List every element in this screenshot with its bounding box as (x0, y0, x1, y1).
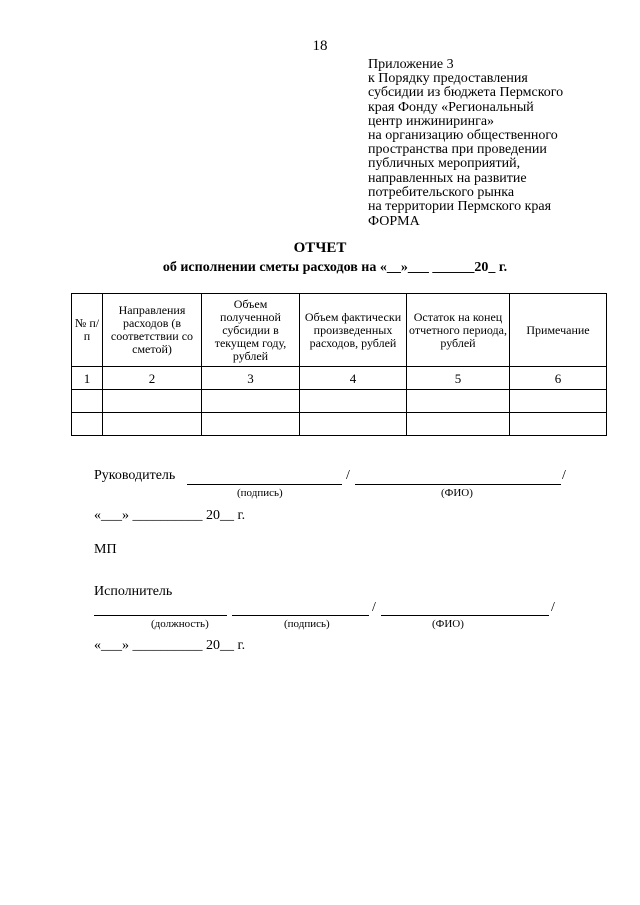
appendix-line: к Порядку предоставления (368, 71, 528, 87)
number-cell: 2 (103, 367, 202, 390)
header-cell: Объем полученной субсидии в текущем году, рублей (202, 294, 300, 367)
empty-cell[interactable] (103, 413, 202, 436)
date-line: «___» __________ 20__ г. (94, 508, 246, 523)
header-cell: № п/п (72, 294, 103, 367)
empty-cell[interactable] (300, 390, 407, 413)
report-table (71, 293, 607, 436)
slash: / (551, 600, 555, 615)
number-cell: 1 (72, 367, 103, 390)
empty-cell[interactable] (510, 413, 607, 436)
sign-caption: (подпись) (237, 487, 283, 499)
number-cell: 4 (300, 367, 407, 390)
date-line: «___» __________ 20__ г. (94, 638, 246, 653)
empty-cell[interactable] (72, 413, 103, 436)
executor-position-line[interactable] (94, 615, 227, 616)
header-cell: Остаток на конец отчетного периода, рублей (407, 294, 510, 367)
header-cell: Объем фактически произведенных расходов, рублей (300, 294, 407, 367)
slash: / (562, 468, 566, 483)
appendix-line: Приложение 3 (368, 57, 454, 72)
empty-cell[interactable] (300, 413, 407, 436)
slash: / (372, 600, 376, 615)
head-signature-line[interactable] (187, 484, 342, 485)
sign-caption: (подпись) (284, 618, 330, 630)
executor-label: Исполнитель (94, 584, 173, 599)
empty-cell[interactable] (103, 390, 202, 413)
appendix-line: направленных на развитие (368, 170, 527, 186)
head-label: Руководитель (94, 468, 176, 483)
appendix-line: центр инжиниринга» (368, 113, 495, 129)
number-cell: 6 (510, 367, 607, 390)
empty-cell[interactable] (72, 390, 103, 413)
head-fio-line[interactable] (355, 484, 561, 485)
appendix-block (368, 58, 563, 214)
empty-cell[interactable] (407, 390, 510, 413)
number-cell: 3 (202, 367, 300, 390)
executor-fio-line[interactable] (381, 615, 549, 616)
stamp-label: МП (94, 542, 117, 557)
page-number: 18 (312, 38, 328, 54)
empty-cell[interactable] (407, 413, 510, 436)
fio-caption: (ФИО) (441, 487, 473, 499)
appendix-line: пространства при проведении (368, 142, 547, 158)
header-cell: Примечание (510, 294, 607, 367)
appendix-line: на территории Пермского края (368, 199, 552, 215)
document-subtitle: об исполнении сметы расходов на «__»___ ______20_ г. (162, 260, 508, 275)
position-caption: (должность) (151, 618, 209, 630)
form-label: ФОРМА (368, 214, 420, 229)
empty-cell[interactable] (202, 413, 300, 436)
slash: / (346, 468, 350, 483)
appendix-line: субсидии из бюджета Пермского (368, 85, 564, 101)
header-cell: Направления расходов (в соответствии со сметой) (103, 294, 202, 367)
appendix-line: края Фонду «Региональный (368, 99, 534, 115)
table-header-row (72, 294, 607, 367)
empty-cell[interactable] (202, 390, 300, 413)
table-row (72, 390, 607, 413)
empty-cell[interactable] (510, 390, 607, 413)
appendix-line: публичных мероприятий, (368, 156, 521, 172)
table-row (72, 413, 607, 436)
number-cell: 5 (407, 367, 510, 390)
document-title: ОТЧЕТ (293, 240, 347, 256)
executor-signature-line[interactable] (232, 615, 369, 616)
appendix-line: потребительского рынка (368, 184, 515, 200)
appendix-line: на организацию общественного (368, 128, 558, 144)
table-number-row (72, 367, 607, 390)
fio-caption: (ФИО) (432, 618, 464, 630)
